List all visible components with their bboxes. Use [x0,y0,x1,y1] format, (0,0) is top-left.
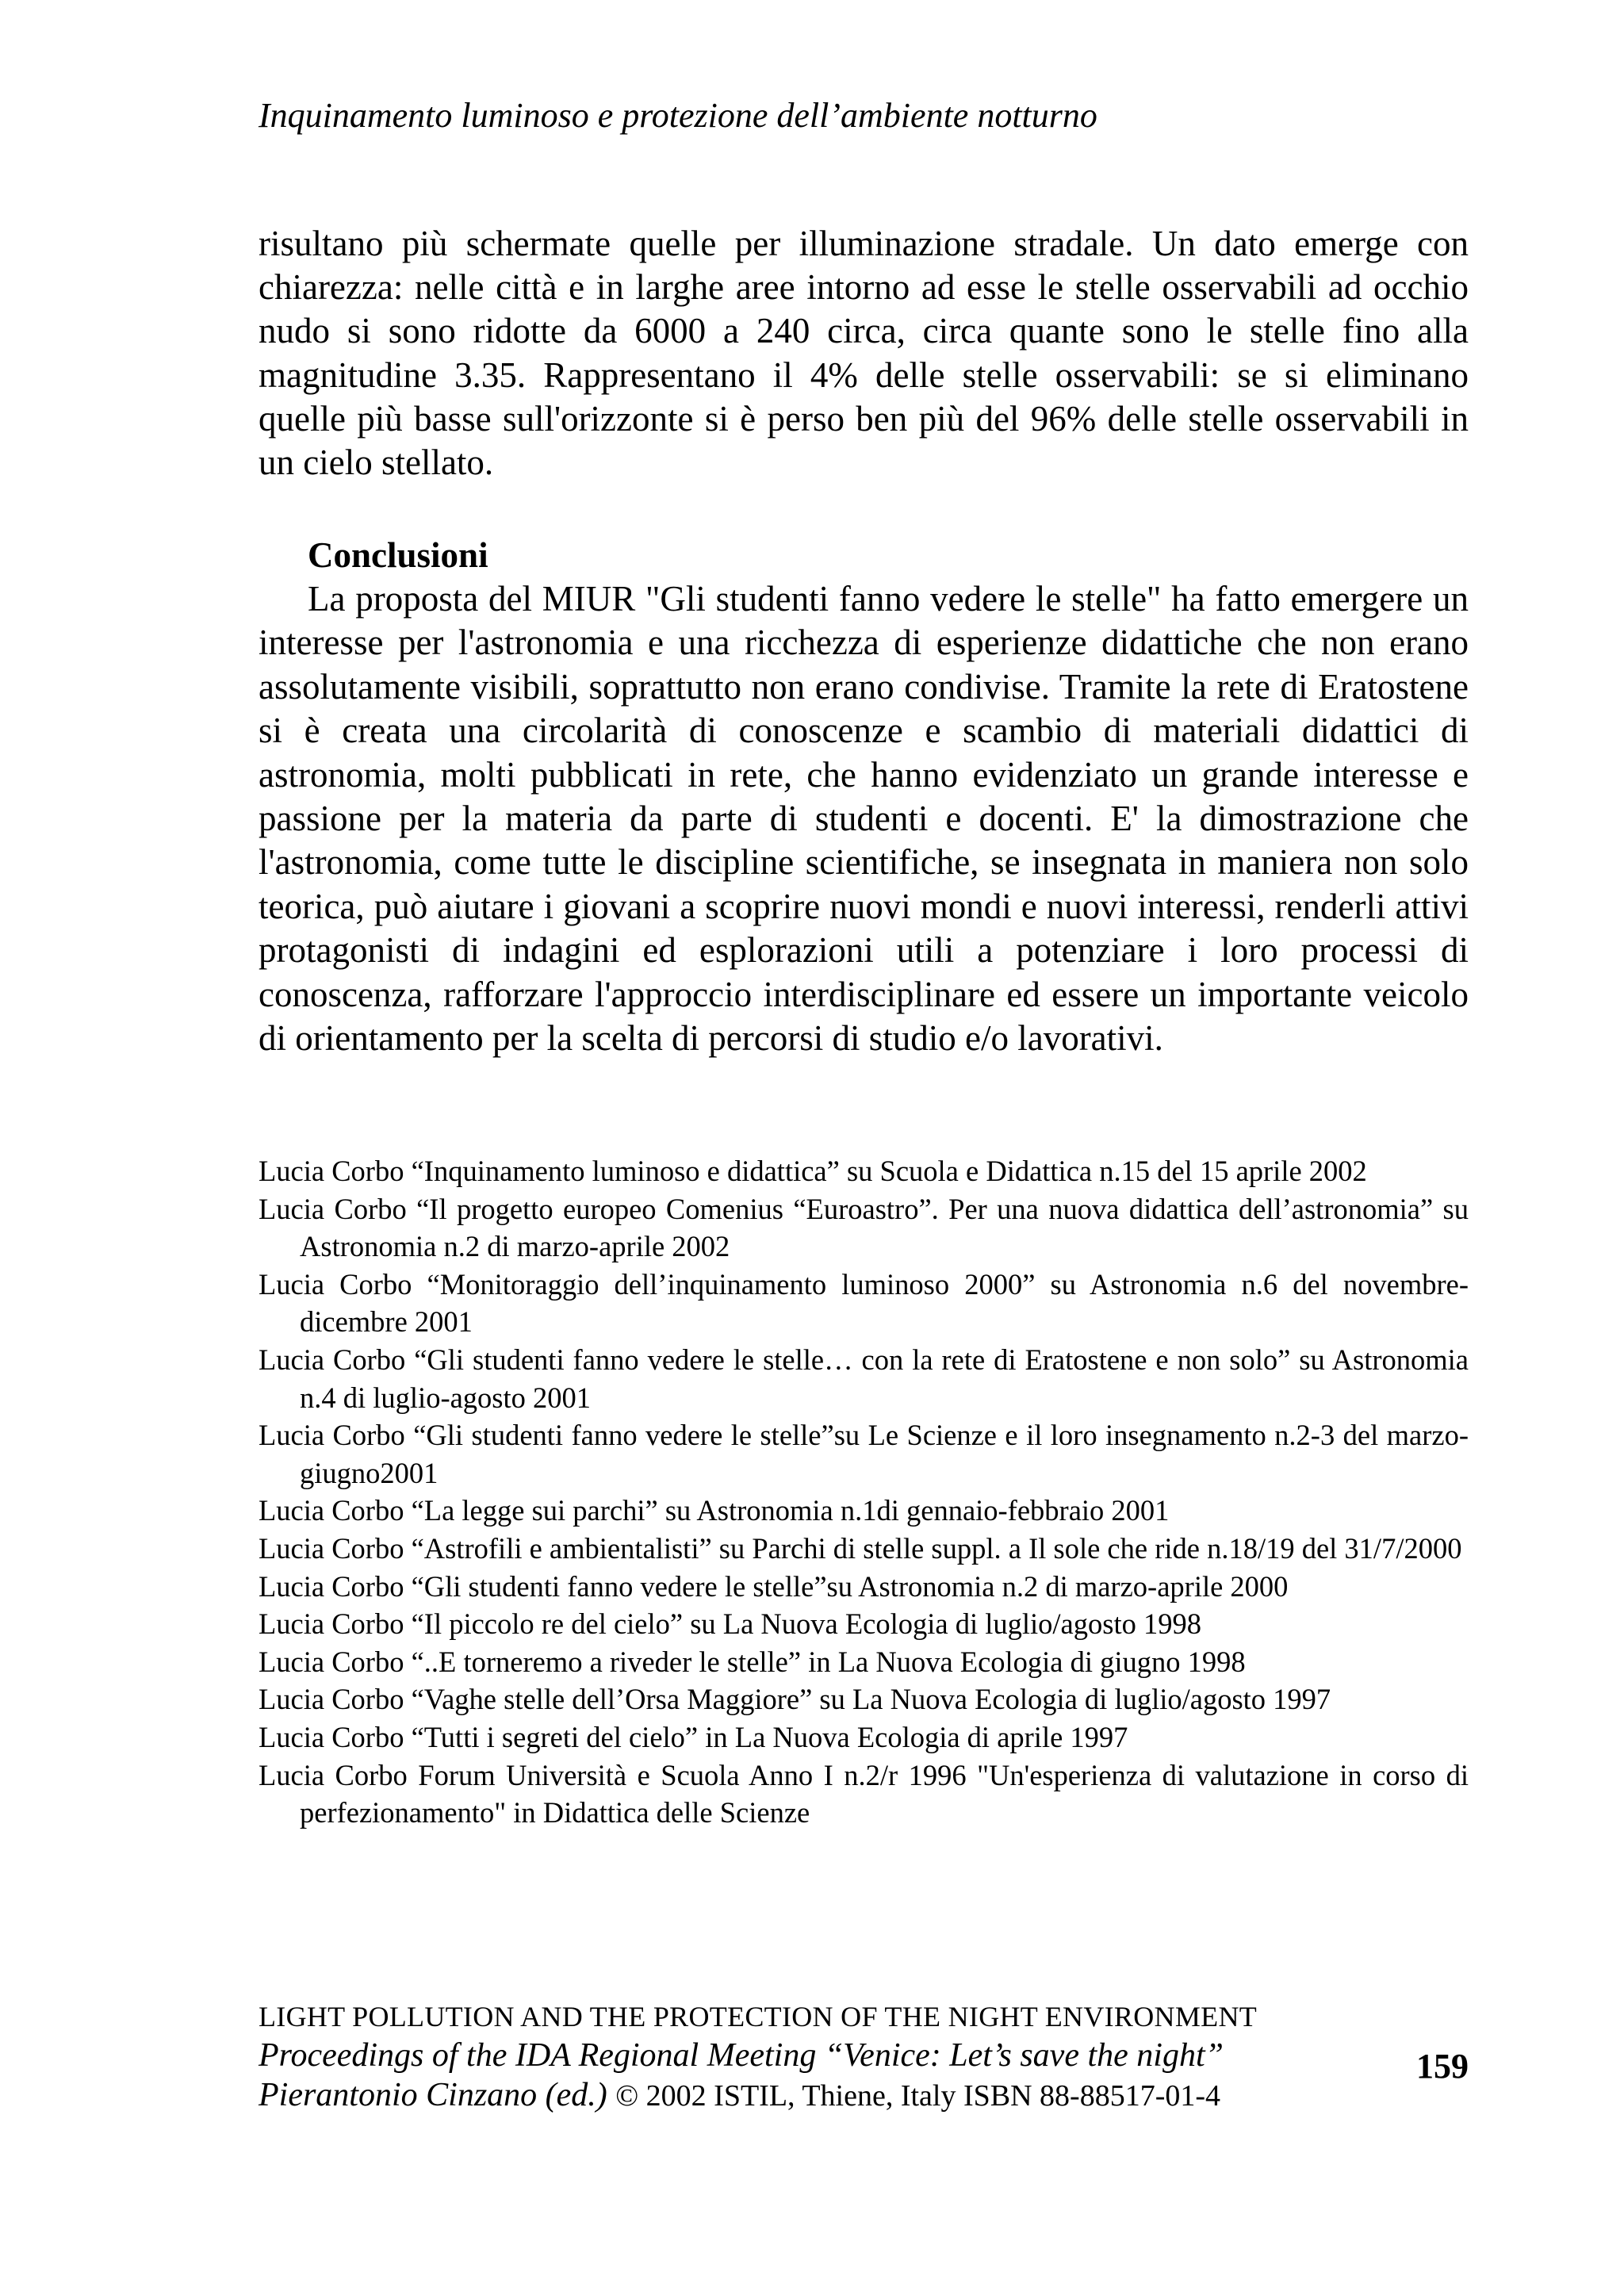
footer-publisher: © 2002 ISTIL, Thiene, Italy ISBN 88-88517-01-4 [615,2079,1221,2113]
reference-item: Lucia Corbo “Il progetto europeo Comenius “Euroastro”. Per una nuova didattica dell’astronomia” su Astronomia n.2 di marzo-aprile 2002 [259,1192,1469,1263]
running-header: Inquinamento luminoso e protezione dell’ambiente notturno [259,96,1097,135]
footer-title-cap: P [352,2001,369,2032]
footer-title-rest: ROTECTION OF THE [669,2001,948,2032]
reference-item: Lucia Corbo “Vaghe stelle dell’Orsa Maggiore” su La Nuova Ecologia di luglio/agosto 1997 [259,1683,1331,1716]
reference-item: Lucia Corbo “Tutti i segreti del cielo” in La Nuova Ecologia di aprile 1997 [259,1720,1128,1753]
footer-title-cap: E [1044,2001,1063,2032]
footer-title-rest: IGHT [276,2001,353,2032]
reference-item: Lucia Corbo “Astrofili e ambientalisti” su Parchi di stelle suppl. a Il sole che ride n.18/19 del 31/7/2000 [259,1531,1462,1565]
reference-item: Lucia Corbo “Inquinamento luminoso e didattica” su Scuola e Didattica n.15 del 15 aprile 2002 [259,1155,1367,1187]
reference-item: Lucia Corbo “Gli studenti fanno vedere le stelle”su Le Scienze e il loro insegnamento n.2-3 del marzo-giugno2001 [259,1419,1469,1489]
footer-title-rest: NVIRONMENT [1063,2001,1258,2032]
reference-item: Lucia Corbo “Monitoraggio dell’inquinamento luminoso 2000” su Astronomia n.6 del novembre-dicembre 2001 [259,1267,1469,1339]
reference-item: Lucia Corbo “Gli studenti fanno vedere le stelle”su Astronomia n.2 di marzo-aprile 2000 [259,1569,1289,1603]
reference-item: Lucia Corbo “Gli studenti fanno vedere le stelle… con la rete di Eratostene e non solo” su Astronomia n.4 di luglio-agosto 2001 [259,1343,1469,1414]
page-footer [259,1998,1469,2116]
reference-item: Lucia Corbo “..E torneremo a riveder le stelle” in La Nuova Ecologia di giugno 1998 [259,1645,1246,1678]
footer-book-title [259,1998,1469,2036]
intro-paragraph: risultano più schermate quelle per illuminazione stradale. Un dato emerge con chiarezza: nelle città e in larghe aree intorno ad esse le stelle osservabili ad occhio nudo si sono ridotte da 6000 a 240 circa, circa quante sono le stelle fino alla magnitudine 3.35. Rappresentano il 4% delle stelle osservabili: se si eliminano quelle più basse sull'orizzonte si è perso ben più del 96% delle stelle osservabili in un cielo stellato. [259,224,1469,483]
footer-publisher-line [259,2075,1469,2116]
footer-editor: Pierantonio Cinzano (ed.) [259,2077,607,2113]
footer-title-cap: L [259,2001,277,2032]
footer-proceedings-text: Proceedings of the IDA Regional Meeting “Venice: Let’s save the night” [259,2037,1224,2074]
footer-title-rest: IGHT [968,2001,1045,2032]
reference-item: Lucia Corbo “Il piccolo re del cielo” su La Nuova Ecologia di luglio/agosto 1998 [259,1607,1201,1641]
footer-title-cap: N [948,2001,969,2032]
reference-item: Lucia Corbo “La legge sui parchi” su Astronomia n.1di gennaio-febbraio 2001 [259,1494,1170,1527]
footer-title-rest: OLLUTION AND THE [368,2001,653,2032]
section-paragraph: La proposta del MIUR "Gli studenti fanno vedere le stelle" ha fatto emergere un interesse per l'astronomia e una ricchezza di esperienze didattiche che non erano assolutamente visibili, soprattutto non erano condivise. Tramite la rete di Eratostene si è creata una circolarità di conoscenze e scambio di materiali didattici di astronomia, molti pubblicati in rete, che hanno evidenziato un grande interesse e passione per la materia da parte di studenti e docenti. E' la dimostrazione che l'astronomia, come tutte le discipline scientifiche, se insegnata in maniera non solo teorica, può aiutare i giovani a scoprire nuovi mondi e nuovi interessi, renderli attivi protagonisti di indagini ed esplorazioni utili a potenziare i loro processi di conoscenza, rafforzare l'approccio interdisciplinare ed essere un importante veicolo di orientamento per la scelta di percorsi di studio e/o lavorativi. [259,579,1469,1059]
reference-item: Lucia Corbo Forum Università e Scuola Anno I n.2/r 1996 "Un'esperienza di valutazione in corso di perfezionamento" in Didattica delle Scienze [259,1758,1469,1829]
footer-title-cap: P [653,2001,670,2032]
section-heading: Conclusioni [308,535,488,575]
page-number: 159 [1416,2047,1469,2086]
reference-list [259,1152,1469,1832]
footer-proceedings [259,2036,1469,2075]
